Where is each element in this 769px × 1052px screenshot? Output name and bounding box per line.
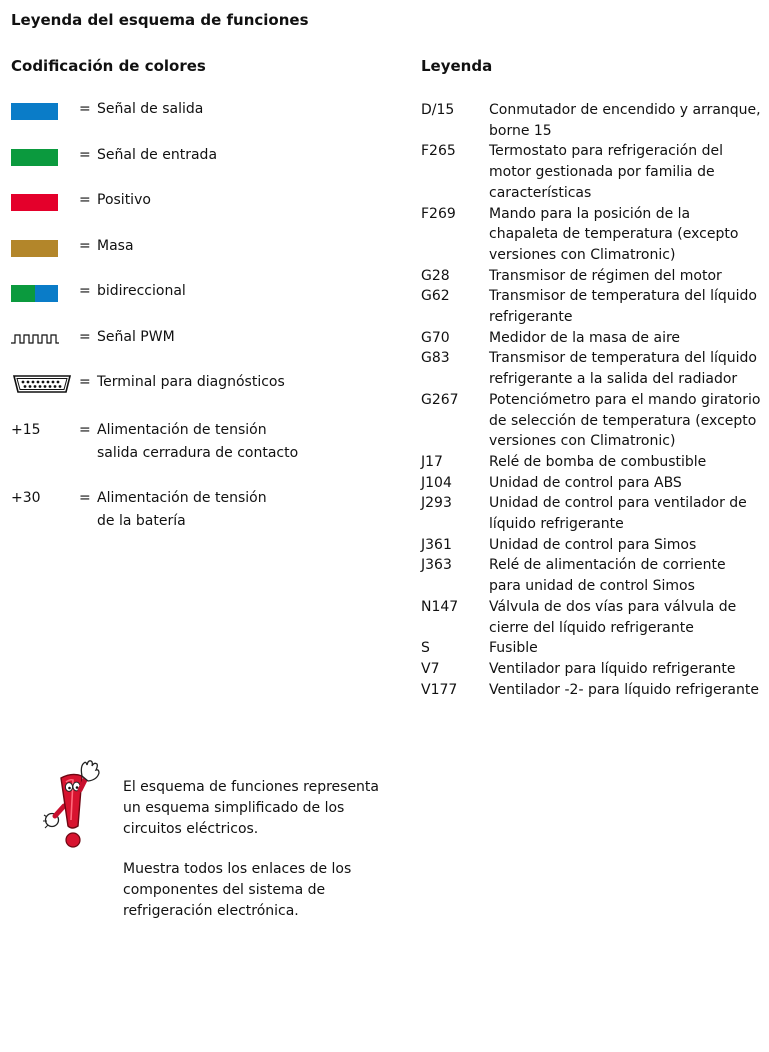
legend-text: Mando para la posición de la chapaleta de temperatura (excepto versiones con Climatronic) (489, 205, 739, 263)
supply-symbol: +30 (11, 490, 41, 506)
legend-code: D/15 (421, 102, 455, 118)
color-desc: Señal PWM (97, 329, 175, 345)
bidirectional-swatch-right (35, 285, 59, 302)
legend-code: F265 (421, 143, 456, 160)
legend-item (421, 493, 761, 534)
note-text (123, 777, 383, 941)
legend-item (421, 555, 761, 596)
color-desc: Terminal para diagnósticos (97, 374, 285, 390)
color-desc: Señal de entrada (97, 147, 218, 163)
legend-code: G62 (421, 288, 450, 305)
legend-text: Termostato para refrigeración del motor gestionada por familia de características (489, 143, 723, 201)
equals-sign: = (79, 329, 91, 345)
legend-item (421, 597, 761, 638)
color-desc: Señal de salida (97, 101, 204, 117)
legend-code: J293 (421, 495, 452, 512)
color-coding-title: Codificación de colores (11, 57, 206, 75)
legend-text: Unidad de control para ventilador de líquido refrigerante (489, 495, 747, 533)
legend-text: Ventilador -2- para líquido refrigerante (489, 681, 759, 698)
legend-text: Unidad de control para Simos (489, 536, 697, 553)
legend-code: G28 (421, 267, 450, 284)
note-paragraph: Muestra todos los enlaces de los componentes del sistema de refrigeración electrónica. (123, 861, 352, 919)
color-row-pwm (11, 329, 331, 351)
equals-sign: = (79, 283, 91, 299)
color-row-ground (11, 238, 331, 260)
supply-desc-line1: Alimentación de tensión (97, 422, 267, 438)
equals-sign: = (79, 101, 91, 117)
pwm-signal-icon (11, 334, 59, 344)
warning-exclamation-icon (42, 760, 104, 848)
legend-code: N147 (421, 598, 459, 615)
legend-code: S (421, 640, 430, 657)
legend-text: Relé de bomba de combustible (489, 453, 707, 470)
legend-text: Fusible (489, 640, 538, 657)
equals-sign: = (79, 238, 91, 254)
bidirectional-swatch (11, 285, 58, 302)
diagnostic-connector-icon (11, 373, 73, 395)
legend-text: Potenciómetro para el mando giratorio de selección de temperatura (excepto versiones con Climatronic) (489, 391, 761, 450)
legend-item (421, 535, 761, 556)
legend-item (421, 348, 761, 389)
legend-code: V177 (421, 681, 458, 698)
supply-desc-line2: de la batería (97, 513, 186, 529)
page-title: Leyenda del esquema de funciones (11, 11, 309, 29)
legend-text: Válvula de dos vías para válvula de cierre del líquido refrigerante (489, 598, 737, 636)
legend-text: Relé de alimentación de corriente para unidad de control Simos (489, 557, 726, 595)
legend-text: Medidor de la masa de aire (489, 329, 681, 346)
legend-code: J17 (421, 453, 443, 470)
legend-item (421, 328, 761, 349)
legend-code: V7 (421, 660, 440, 677)
legend-text: Ventilador para líquido refrigerante (489, 660, 736, 677)
input-signal-swatch (11, 149, 58, 166)
legend-text: Unidad de control para ABS (489, 474, 682, 491)
legend-text: Conmutador de encendido y arranque, borne 15 (489, 102, 761, 139)
note-paragraph: El esquema de funciones representa un esquema simplificado de los circuitos eléctricos. (123, 779, 379, 837)
supply-desc-line2: salida cerradura de contacto (97, 445, 299, 461)
color-desc: Positivo (97, 192, 151, 208)
legend-item (421, 100, 761, 141)
legend-code: F269 (421, 205, 456, 222)
color-row-positive (11, 192, 331, 214)
legend-text: Transmisor de temperatura del líquido refrigerante (489, 288, 757, 326)
bidirectional-swatch-left (11, 285, 35, 302)
equals-sign: = (79, 490, 91, 506)
legend-item (421, 390, 761, 452)
positive-swatch (11, 194, 58, 211)
equals-sign: = (79, 374, 91, 390)
supply-desc-line1: Alimentación de tensión (97, 490, 267, 506)
legend-item (421, 286, 761, 327)
legend-list (421, 100, 761, 700)
legend-code: J361 (421, 536, 452, 553)
legend-code: J104 (421, 474, 452, 491)
legend-code: G267 (421, 391, 459, 408)
legend-item (421, 638, 761, 659)
legend-code: G70 (421, 329, 450, 346)
legend-text: Transmisor de régimen del motor (489, 267, 722, 284)
color-desc: Masa (97, 238, 134, 254)
legend-item (421, 266, 761, 287)
legend-title: Leyenda (421, 57, 493, 75)
legend-item (421, 473, 761, 494)
equals-sign: = (79, 422, 91, 438)
equals-sign: = (79, 192, 91, 208)
legend-code: J363 (421, 557, 452, 574)
color-row-output (11, 101, 331, 123)
color-row-input (11, 147, 331, 169)
color-row-bidirectional (11, 283, 331, 305)
legend-item (421, 141, 761, 203)
ground-swatch (11, 240, 58, 257)
color-row-diagnostic (11, 374, 331, 396)
legend-item (421, 204, 761, 266)
legend-item (421, 659, 761, 680)
output-signal-swatch (11, 103, 58, 120)
legend-item (421, 680, 761, 701)
equals-sign: = (79, 147, 91, 163)
legend-code: G83 (421, 350, 450, 367)
legend-item (421, 452, 761, 473)
supply-symbol: +15 (11, 422, 41, 438)
legend-text: Transmisor de temperatura del líquido refrigerante a la salida del radiador (489, 350, 757, 388)
color-desc: bidireccional (97, 283, 186, 299)
